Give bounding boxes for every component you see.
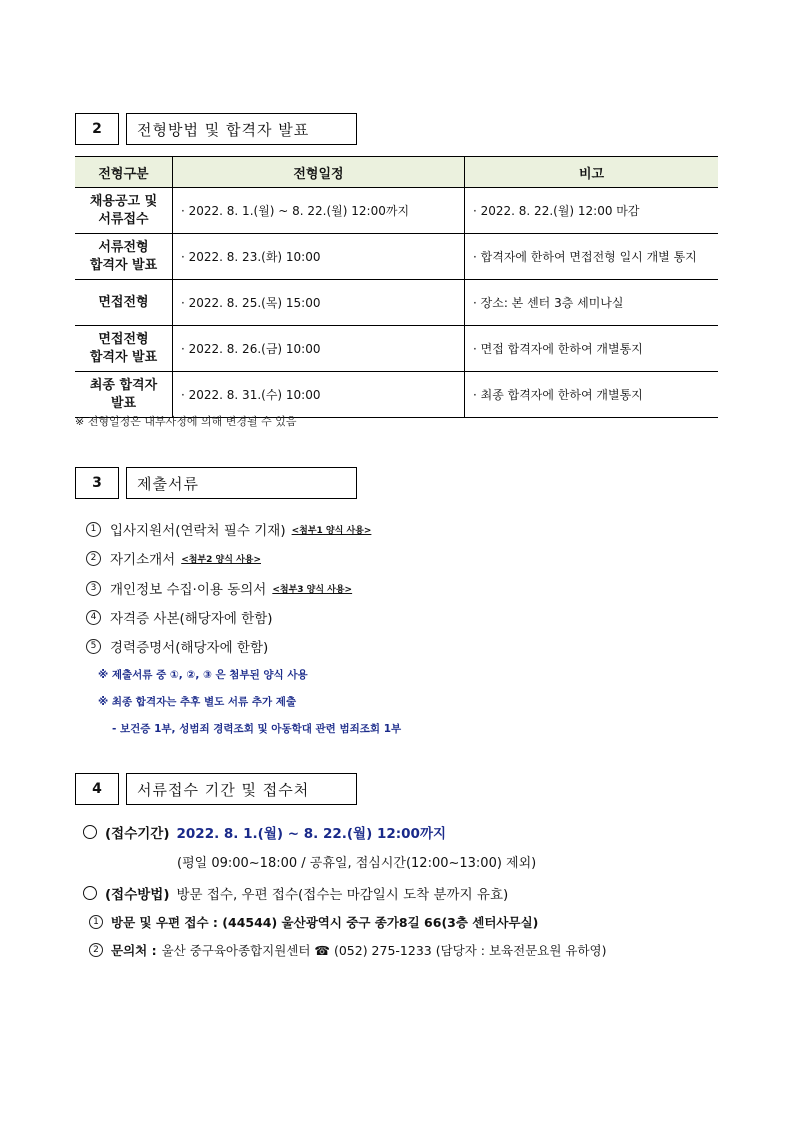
documents-note: ※ 제출서류 중 ①, ②, ③ 은 첨부된 양식 사용 xyxy=(98,669,308,681)
document-item xyxy=(86,519,371,539)
item-number: 1 xyxy=(89,915,103,929)
item-text: 자격증 사본(해당자에 한함) xyxy=(110,611,273,627)
attachment-label: <첨부1 양식 사용> xyxy=(291,525,372,536)
bullet-circle-icon xyxy=(83,886,97,900)
document-item xyxy=(86,578,352,598)
table-row xyxy=(75,326,718,372)
table-header-row xyxy=(75,157,718,188)
documents-note: - 보건증 1부, 성범죄 경력조회 및 아동학대 관련 범죄조회 1부 xyxy=(112,723,402,735)
contact-row xyxy=(89,941,607,959)
note-cell: · 2022. 8. 22.(월) 12:00 마감 xyxy=(465,188,719,234)
date-cell: · 2022. 8. 1.(월) ~ 8. 22.(월) 12:00까지 xyxy=(173,188,465,234)
section-number: 4 xyxy=(75,773,119,805)
visit-text: 방문 및 우편 접수 : (44544) 울산광역시 중구 종가8길 66(3층 센터사무실) xyxy=(111,915,539,930)
date-cell: · 2022. 8. 31.(수) 10:00 xyxy=(173,372,465,418)
bullet-circle-icon xyxy=(83,825,97,839)
stage-cell: 최종 합격자 발표 xyxy=(75,372,173,418)
schedule-table xyxy=(75,156,718,418)
column-header: 전형구분 xyxy=(75,157,173,188)
table-row xyxy=(75,280,718,326)
date-cell: · 2022. 8. 23.(화) 10:00 xyxy=(173,234,465,280)
section-title: 전형방법 및 합격자 발표 xyxy=(126,113,357,145)
date-cell: · 2022. 8. 25.(목) 15:00 xyxy=(173,280,465,326)
section-title: 서류접수 기간 및 접수처 xyxy=(126,773,357,805)
documents-note: ※ 최종 합격자는 추후 별도 서류 추가 제출 xyxy=(98,696,297,708)
column-header: 비고 xyxy=(465,157,719,188)
item-text: 개인정보 수집·이용 동의서 xyxy=(110,582,267,598)
period-sub: (평일 09:00~18:00 / 공휴일, 점심시간(12:00~13:00) 제외) xyxy=(177,856,537,871)
note-cell: · 합격자에 한하여 면접전형 일시 개별 통지 xyxy=(465,234,719,280)
item-text: 경력증명서(해당자에 한함) xyxy=(110,640,269,656)
item-number: 1 xyxy=(86,522,101,537)
visit-row xyxy=(89,913,538,931)
attachment-label: <첨부2 양식 사용> xyxy=(181,554,261,565)
column-header: 전형일정 xyxy=(173,157,465,188)
stage-cell: 채용공고 및 서류접수 xyxy=(75,188,173,234)
attachment-label: <첨부3 양식 사용> xyxy=(272,584,353,595)
stage-cell: 면접전형 xyxy=(75,280,173,326)
section-number: 3 xyxy=(75,467,119,499)
period-row xyxy=(83,822,446,842)
item-number: 2 xyxy=(86,551,101,566)
stage-cell: 면접전형 합격자 발표 xyxy=(75,326,173,372)
method-label: (접수방법) xyxy=(105,887,170,903)
contact-value: 울산 중구육아종합지원센터 ☎ (052) 275-1233 (담당자 : 보육전문요원 유하영) xyxy=(161,943,607,958)
note-cell: · 장소: 본 센터 3층 세미나실 xyxy=(465,280,719,326)
schedule-footnote: ※ 전형일정은 내부사정에 의해 변경될 수 있음 xyxy=(75,415,297,428)
section-4-header xyxy=(75,773,357,807)
section-title: 제출서류 xyxy=(126,467,357,499)
document-item xyxy=(86,607,273,627)
document-item xyxy=(86,636,268,656)
item-number: 4 xyxy=(86,610,101,625)
note-cell: · 면접 합격자에 한하여 개별통지 xyxy=(465,326,719,372)
note-cell: · 최종 합격자에 한하여 개별통지 xyxy=(465,372,719,418)
period-label: (접수기간) xyxy=(105,826,170,842)
item-number: 2 xyxy=(89,943,103,957)
period-value: 2022. 8. 1.(월) ~ 8. 22.(월) 12:00까지 xyxy=(176,826,447,842)
item-text: 자기소개서 xyxy=(110,552,176,568)
document-item xyxy=(86,548,261,568)
method-row xyxy=(83,883,508,903)
section-number: 2 xyxy=(75,113,119,145)
section-2-header xyxy=(75,113,357,147)
date-cell: · 2022. 8. 26.(금) 10:00 xyxy=(173,326,465,372)
contact-label: 문의처 : xyxy=(111,943,157,958)
stage-cell: 서류전형 합격자 발표 xyxy=(75,234,173,280)
item-number: 3 xyxy=(86,581,101,596)
item-number: 5 xyxy=(86,639,101,654)
table-row xyxy=(75,234,718,280)
table-row xyxy=(75,188,718,234)
table-row xyxy=(75,372,718,418)
method-value: 방문 접수, 우편 접수(접수는 마감일시 도착 분까지 유효) xyxy=(176,887,509,903)
section-3-header xyxy=(75,467,357,501)
item-text: 입사지원서(연락처 필수 기재) xyxy=(110,523,286,539)
